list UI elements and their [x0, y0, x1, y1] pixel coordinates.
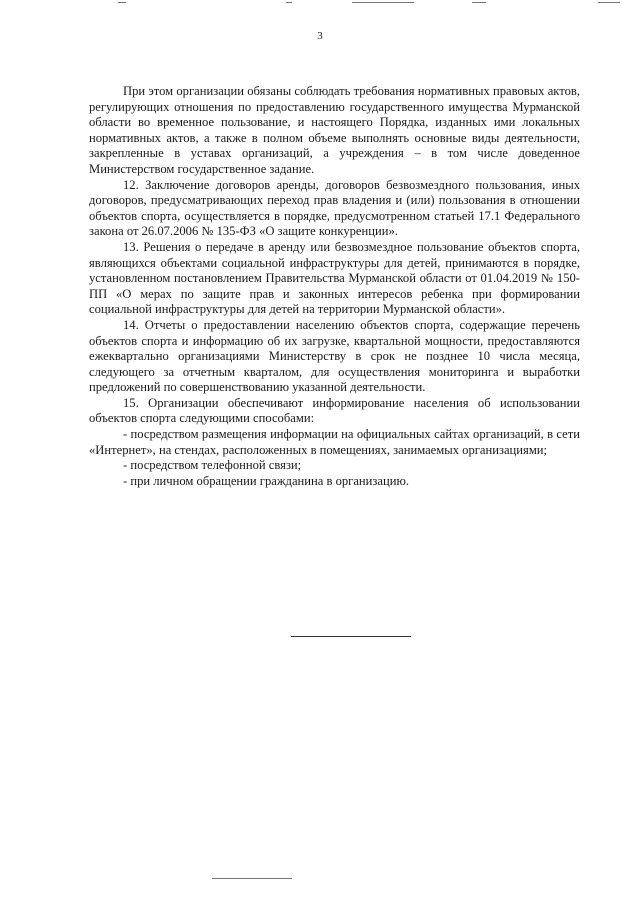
list-item-phone: - посредством телефонной связи; — [123, 458, 302, 473]
paragraph-15: 15. Организации обеспечивают информирование населения об использовании объектов спорта следующими способами: — [89, 395, 580, 426]
list-item-websites: - посредством размещения информации на официальных сайтах организаций, в сети «Интернет», на стендах, расположенных в помещениях, занимаемых организациями; — [89, 427, 580, 457]
list-item-in-person: - при личном обращении гражданина в организацию. — [123, 473, 410, 488]
document-body — [89, 84, 580, 489]
paragraph-14: 14. Отчеты о предоставлении населению объектов спорта, содержащие перечень объектов спорта и информацию об их загрузке, квартальной мощности, предоставляются ежеквартально организациями Министерству в срок не позднее 10 числа месяца, следующего за отчетным кварталом, для осуществления мониторинга и выработки предложений по совершенствованию указанной деятельности. — [89, 317, 580, 395]
end-of-document-divider — [291, 636, 411, 637]
paragraph-intro: При этом организации обязаны соблюдать требования нормативных правовых актов, регулирующих отношения по предоставлению государственного имущества Мурманской области во временное пользование, и настоящего Порядка, изданных ими локальных нормативных актов, а также в полном объеме выполнять основные виды деятельности, закрепленные в уставах организаций, а учреждения – в том числе доведенное Министерством государственное задание. — [89, 84, 580, 176]
paragraph-12: 12. Заключение договоров аренды, договоров безвозмездного пользования, иных договоров, предусматривающих переход прав владения и (или) пользования в отношении объектов спорта, осуществляется в порядке, предусмотренном статьей 17.1 Федерального закона от 26.07.2006 № 135-ФЗ «О защите конкуренции». — [89, 177, 580, 239]
scan-top-edge — [0, 0, 640, 6]
scan-bottom-mark — [212, 878, 292, 879]
paragraph-13: 13. Решения о передаче в аренду или безвозмездное пользование объектов спорта, являющихся объектами социальной инфраструктуры для детей, принимаются в порядке, установленном постановлением Правительства Мурманской области от 01.04.2019 № 150-ПП «О мерах по защите прав и законных интересов ребенка при формировании социальной инфраструктуры для детей на территории Мурманской области». — [89, 239, 580, 317]
page-number: 3 — [317, 30, 323, 42]
